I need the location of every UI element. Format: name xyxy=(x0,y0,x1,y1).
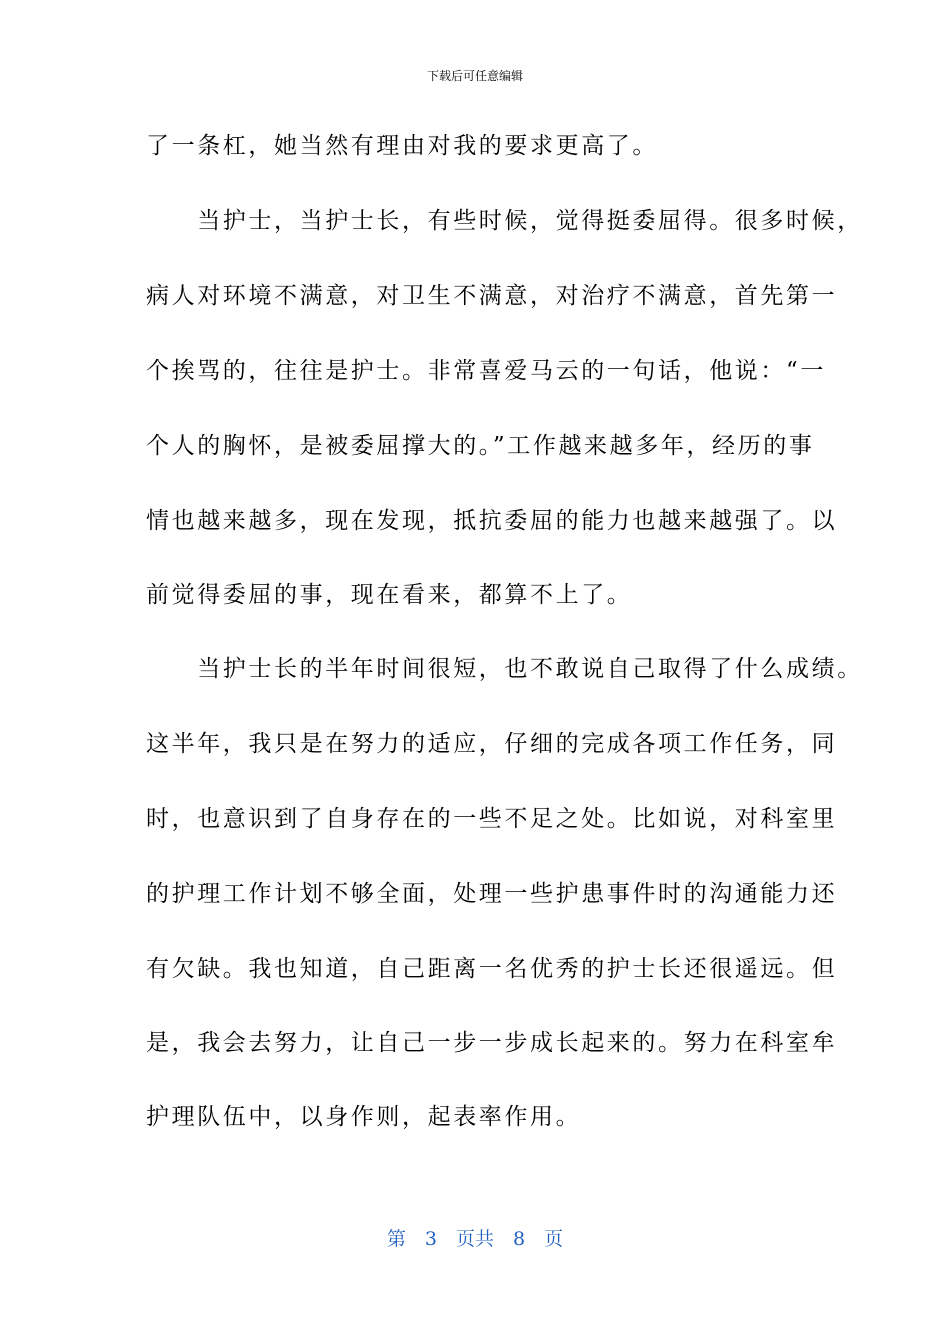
text-line: 有欠缺。我也知道，自己距离一名优秀的护士长还很遥远。但 xyxy=(146,956,838,982)
text-line: 了一条杠，她当然有理由对我的要求更高了。 xyxy=(146,133,658,159)
text-line: 个挨骂的，往往是护士。非常喜爱马云的一句话，他说：“一 xyxy=(146,358,826,384)
page-number-footer: 第 3 页共 8 页 xyxy=(386,1228,564,1250)
text-line: 病人对环境不满意，对卫生不满意，对治疗不满意，首先第一 xyxy=(146,283,838,309)
text-line: 时，也意识到了自身存在的一些不足之处。比如说，对科室里 xyxy=(146,806,838,832)
text-line: 当护士长的半年时间很短，也不敢说自己取得了什么成绩。 xyxy=(146,656,863,682)
text-line: 是，我会去努力，让自己一步一步成长起来的。努力在科室牟 xyxy=(146,1030,838,1056)
text-line: 的护理工作计划不够全面，处理一些护患事件时的沟通能力还 xyxy=(146,881,838,907)
text-line: 情也越来越多，现在发现，抵抗委屈的能力也越来越强了。以 xyxy=(146,508,838,534)
text-line: 当护士，当护士长，有些时候，觉得挺委屈得。很多时候， xyxy=(146,208,863,234)
text-line: 前觉得委屈的事，现在看来，都算不上了。 xyxy=(146,582,633,608)
text-line: 护理队伍中，以身作则，起表率作用。 xyxy=(146,1104,582,1130)
text-line: 这半年，我只是在努力的适应，仔细的完成各项工作任务，同 xyxy=(146,731,838,757)
text-line: 个人的胸怀，是被委屈撑大的。”工作越来越多年，经历的事 xyxy=(146,433,815,459)
header-note: 下载后可任意编辑 xyxy=(426,69,523,83)
